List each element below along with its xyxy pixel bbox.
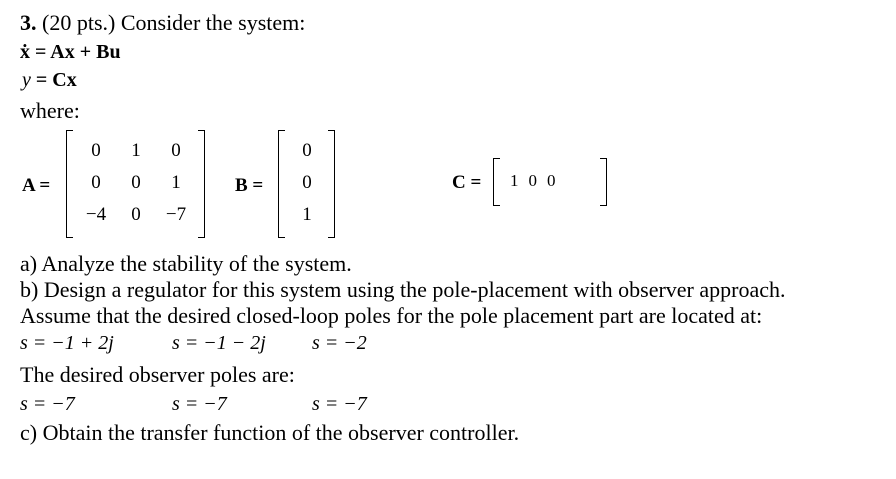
matrix-a-entry: 1: [131, 140, 141, 161]
matrix-c-entry: 0: [528, 171, 537, 190]
closed-loop-pole-1: s = −1 + 2j: [20, 332, 114, 354]
closed-loop-pole-2: s = −1 − 2j: [172, 332, 266, 354]
matrix-b-entry: 1: [302, 204, 312, 225]
matrix-a-entry: 0: [91, 172, 101, 193]
part-c: c) Obtain the transfer function of the observer controller.: [20, 420, 520, 445]
matrix-b: [290, 140, 324, 226]
matrix-a-entry: 0: [171, 140, 181, 161]
observer-pole-1: s = −7: [20, 393, 75, 415]
matrix-a-entry: 0: [131, 204, 141, 225]
observer-poles-heading: The desired observer poles are:: [20, 362, 295, 387]
state-equation: [20, 40, 121, 64]
matrix-b-right-bracket: [328, 130, 335, 238]
matrix-a-label: A =: [22, 175, 51, 196]
problem-intro: Consider the system:: [120, 10, 306, 35]
matrix-a: [76, 140, 196, 226]
matrix-a-left-bracket: [66, 130, 73, 238]
matrix-a-entry: 0: [91, 140, 101, 161]
matrix-c-left-bracket: [493, 158, 500, 206]
output-equation-rhs: = Cx: [35, 69, 77, 91]
matrix-c: [510, 170, 556, 192]
observer-pole-2: s = −7: [172, 393, 227, 415]
closed-loop-pole-3: s = −2: [312, 332, 367, 354]
part-a: a) Analyze the stability of the system.: [20, 251, 352, 276]
output-equation-lhs: y: [22, 69, 31, 91]
matrix-b-left-bracket: [278, 130, 285, 238]
problem-number: 3.: [20, 10, 37, 35]
part-b-assume: Assume that the desired closed-loop poles for the pole placement part are located at:: [20, 303, 763, 328]
matrix-a-entry: −4: [85, 204, 107, 225]
where-label: where:: [20, 98, 80, 123]
matrix-a-entry: 1: [171, 172, 181, 193]
output-equation: [22, 68, 77, 92]
matrix-c-right-bracket: [600, 158, 607, 206]
matrix-b-label: B =: [235, 175, 264, 196]
matrix-c-entry: 0: [547, 171, 556, 190]
problem-points: (20 pts.): [42, 10, 116, 35]
matrix-a-entry: −7: [165, 204, 187, 225]
matrix-b-entry: 0: [302, 172, 312, 193]
matrix-c-label: C =: [452, 172, 482, 193]
part-b: b) Design a regulator for this system using the pole-placement with observer approach.: [20, 277, 786, 302]
matrix-c-entry: 1: [510, 171, 519, 190]
problem-header: [20, 10, 305, 36]
matrix-a-right-bracket: [198, 130, 205, 238]
state-equation-rhs: = Ax + Bu: [35, 41, 121, 63]
matrix-b-entry: 0: [302, 140, 312, 161]
state-equation-lhs: ẋ: [20, 41, 30, 63]
observer-pole-3: s = −7: [312, 393, 367, 415]
matrix-a-entry: 0: [131, 172, 141, 193]
